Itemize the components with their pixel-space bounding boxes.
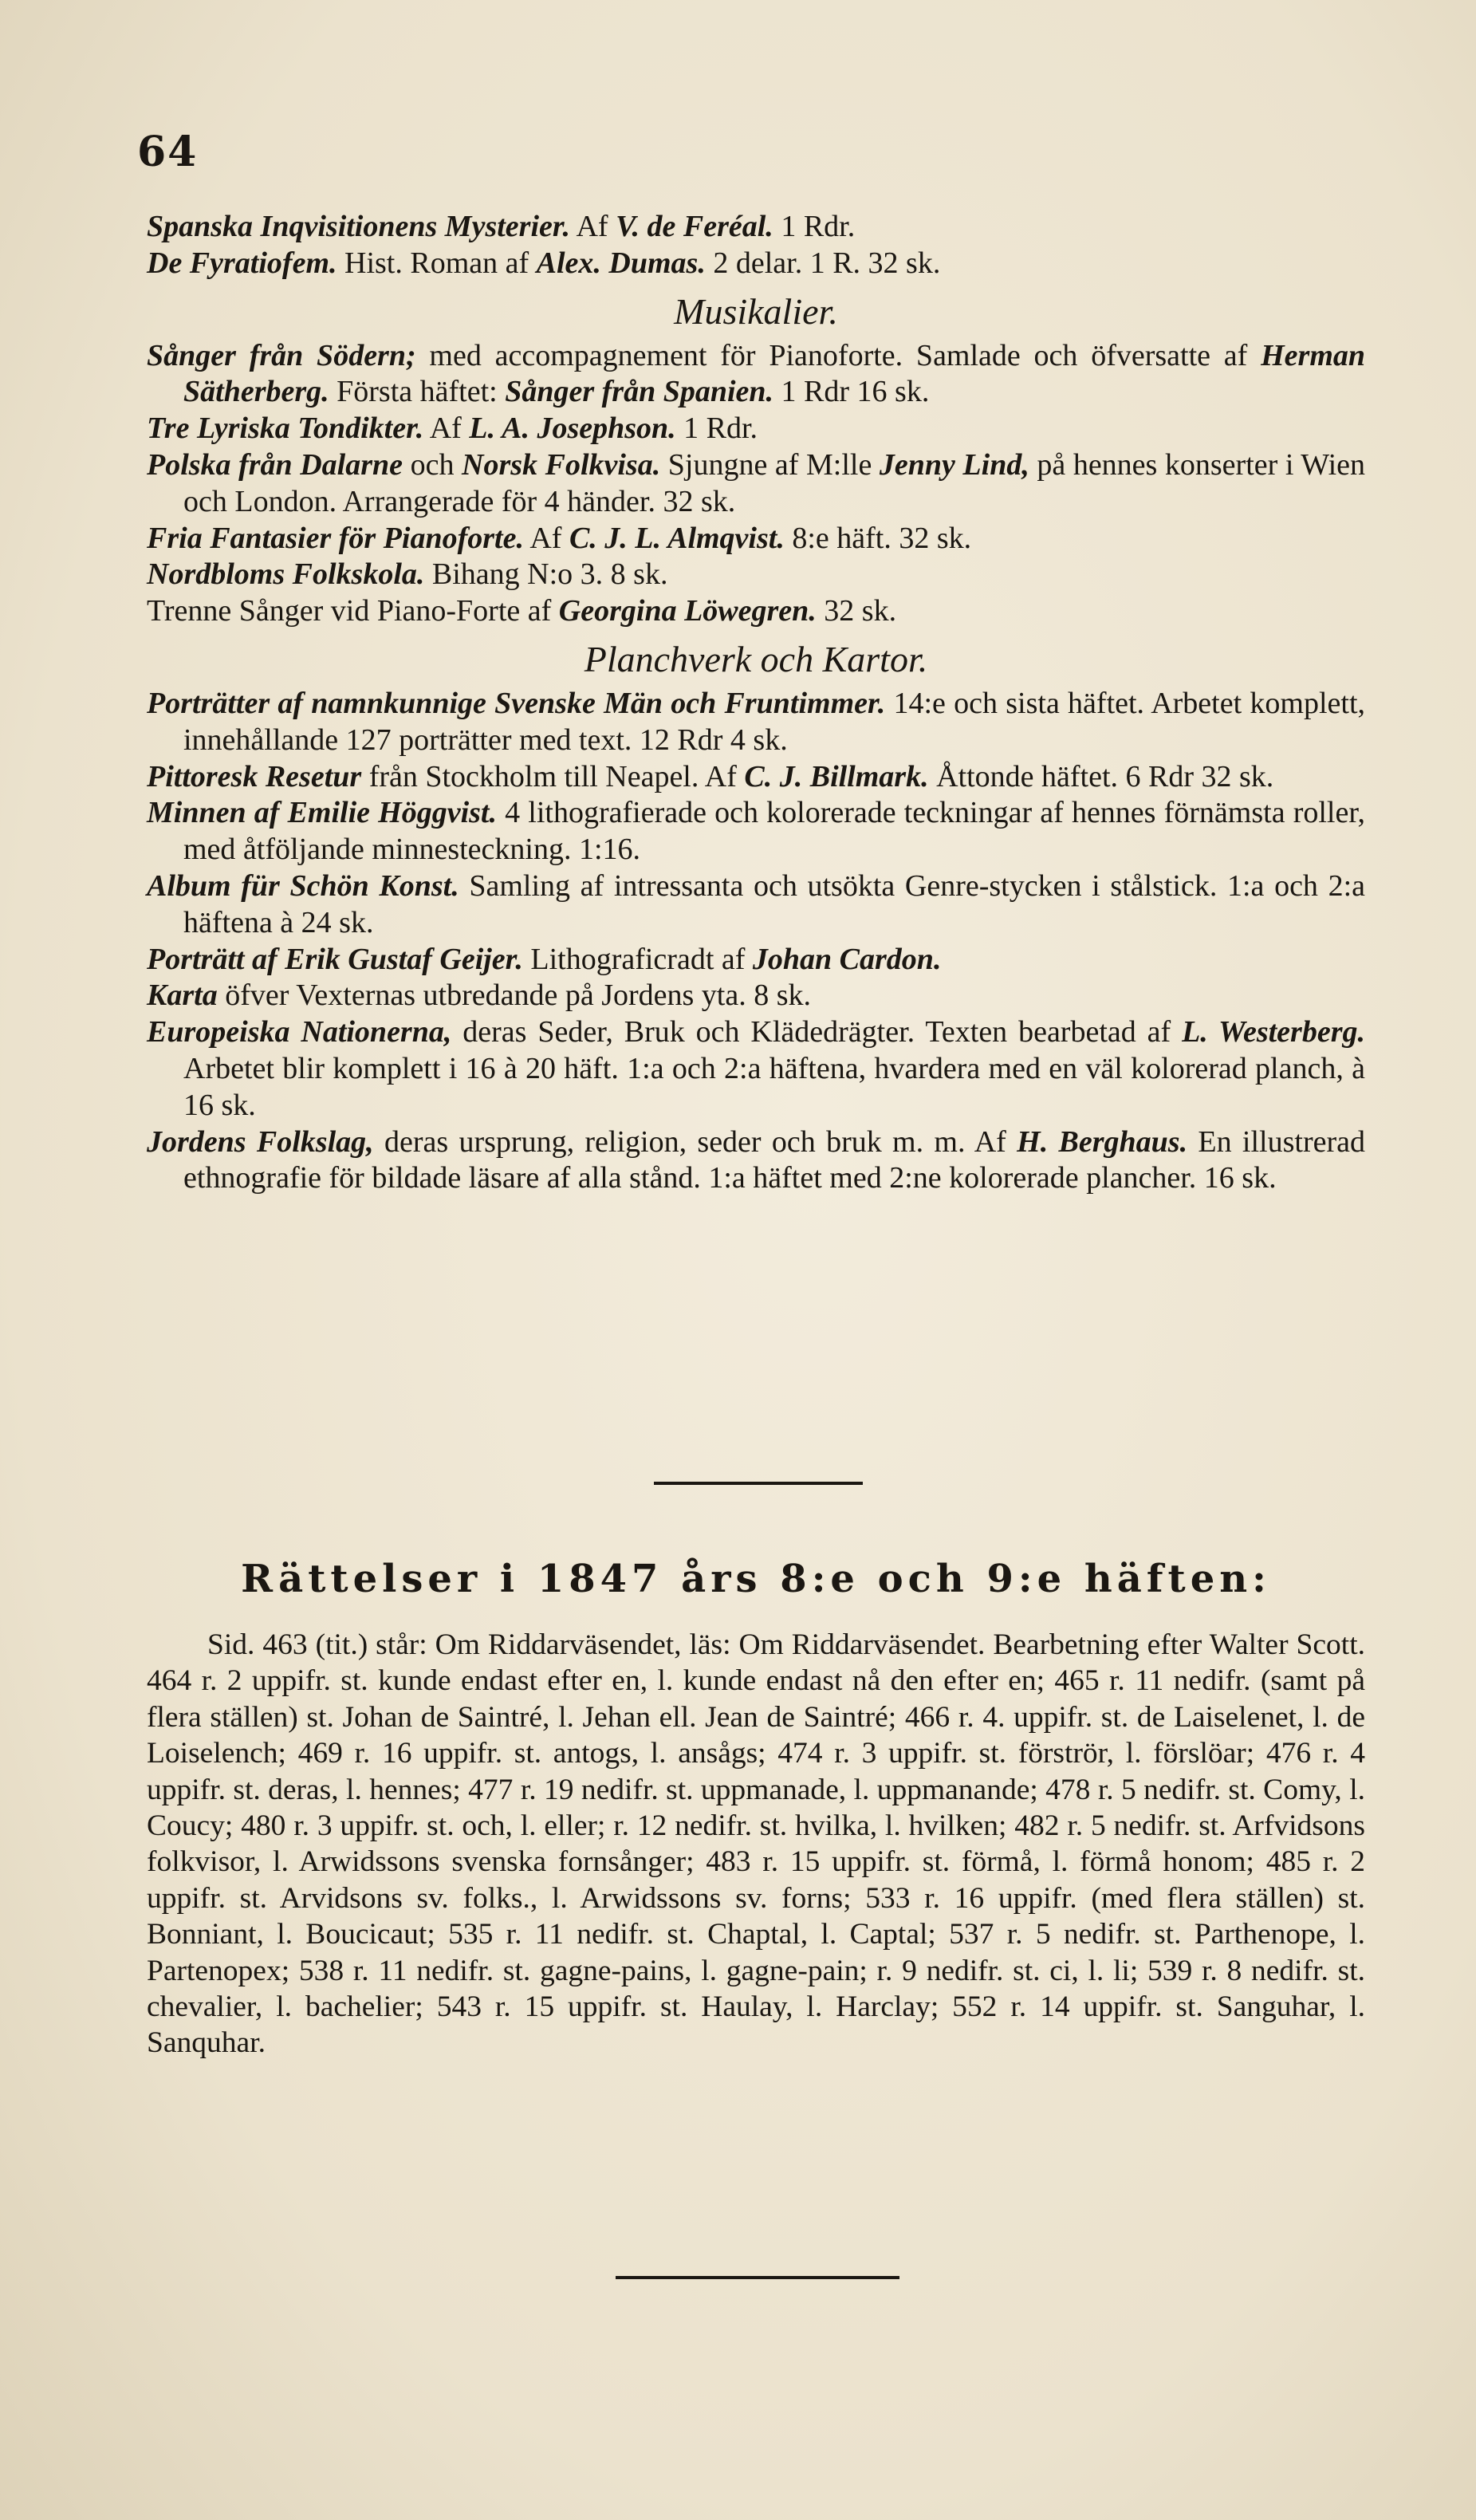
- catalog-entry: Porträtt af Erik Gustaf Geijer. Lithograficradt af Johan Cardon.: [147, 942, 942, 976]
- divider-rule: [654, 1482, 863, 1485]
- divider-rule: [616, 2276, 899, 2279]
- catalog-entry: Pittoresk Resetur från Stockholm till Neapel. Af C. J. Billmark. Åttonde häftet. 6 Rdr 32 sk.: [147, 759, 1274, 793]
- catalog-entry: Album für Schön Konst. Samling af intressanta och utsökta Genre-stycken i stålstick. 1:a och 2:a häftena à 24 sk.: [147, 868, 1366, 939]
- page-content: [147, 209, 1365, 1197]
- catalog-entry: De Fyratiofem. Hist. Roman af Alex. Dumas. 2 delar. 1 R. 32 sk.: [147, 246, 941, 280]
- errata-heading: Rättelser i 1847 års 8:e och 9:e häften:: [241, 1557, 1271, 1601]
- errata-text: Sid. 463 (tit.) står: Om Riddarväsendet, läs: Om Riddarväsendet. Bearbetning efter Walter Scott. 464 r. 2 uppifr. st. kunde endast efter en, l. kunde endast nå den efter en; 465 r. 11 nedifr. (samt på flera ställen) st. Johan de Saintré, l. Jehan ell. Jean de Saintré; 466 r. 4. uppifr. st. de Laiselenet, l. de Loiselench; 469 r. 16 uppifr. st. antogs, l. ansågs; 474 r. 3 uppifr. st. förströr, l. förslöar; 476 r. 4 uppifr. st. deras, l. hennes; 477 r. 19 nedifr. st. uppmanade, l. uppmanande; 478 r. 5 nedifr. st. Comy, l. Coucy; 480 r. 3 uppifr. st. och, l. eller; r. 12 nedifr. st. hvilka, l. hvilken; 482 r. 5 nedifr. st. Arfvidsons folkvisor, l. Arwidssons svenska fornsånger; 483 r. 15 uppifr. st. förmå, l. förmå honom; 485 r. 2 uppifr. st. Arvidsons sv. folks., l. Arwidssons sv. forns; 533 r. 16 uppifr. (med flera ställen) st. Bonniant, l. Boucicaut; 535 r. 11 nedifr. st. Chaptal, l. Captal; 537 r. 5 nedifr. st. Parthenope, l. Partenopex; 538 r. 11 nedifr. st. gagne-pains, l. gagne-pain; r. 9 nedifr. st. ci, l. li; 539 r. 8 nedifr. st. chevalier, l. bachelier; 543 r. 15 uppifr. st. Haulay, l. Harclay; 552 r. 14 uppifr. st. Sanguhar, l. Sanquhar.: [147, 1628, 1365, 2060]
- catalog-entry: Porträtter af namnkunnige Svenske Män och Fruntimmer. 14:e och sista häftet. Arbetet komplett, innehållande 127 porträtter med text. 12 Rdr 4 sk.: [147, 686, 1366, 757]
- section-heading-planchverk: Planchverk och Kartor.: [584, 638, 928, 679]
- catalog-entry: Karta öfver Vexternas utbredande på Jordens yta. 8 sk.: [147, 978, 812, 1013]
- catalog-entry: Sånger från Södern; med accompagnement för Pianoforte. Samlade och öfversatte af Herman Sätherberg. Första häftet: Sånger från Spanien. 1 Rdr 16 sk.: [147, 338, 1366, 409]
- catalog-entry: Europeiska Nationerna, deras Seder, Bruk och Klädedrägter. Texten bearbetad af L. Westerberg. Arbetet blir komplett i 16 à 20 häft. 1:a och 2:a häftena, hvardera med en väl kolorerad planch, à 16 sk.: [147, 1015, 1365, 1122]
- catalog-entry: Tre Lyriska Tondikter. Af L. A. Josephson. 1 Rdr.: [147, 411, 758, 446]
- catalog-entry: Trenne Sånger vid Piano-Forte af Georgina Löwegren. 32 sk.: [147, 594, 897, 628]
- catalog-entry: Spanska Inqvisitionens Mysterier. Af V. de Feréal. 1 Rdr.: [147, 210, 856, 243]
- catalog-entry: Minnen af Emilie Höggvist. 4 lithografierade och kolorerade teckningar af hennes förnämsta roller, med åtföljande minnesteckning. 1:16.: [147, 796, 1365, 867]
- section-heading-musikalier: Musikalier.: [674, 290, 838, 332]
- catalog-entry: Polska från Dalarne och Norsk Folkvisa. Sjungne af M:lle Jenny Lind, på hennes konserter i Wien och London. Arrangerade för 4 händer. 32 sk.: [147, 447, 1366, 518]
- page-number: 64: [137, 128, 199, 176]
- catalog-entry: Fria Fantasier för Pianoforte. Af C. J. L. Almqvist. 8:e häft. 32 sk.: [147, 521, 972, 555]
- catalog-entry: Nordbloms Folkskola. Bihang N:o 3. 8 sk.: [147, 557, 668, 592]
- catalog-entry: Jordens Folkslag, deras ursprung, religion, seder och bruk m. m. Af H. Berghaus. En illustrerad ethnografie för bildade läsare af alla stånd. 1:a häftet med 2:ne kolorerade plancher. 16 sk.: [147, 1124, 1365, 1195]
